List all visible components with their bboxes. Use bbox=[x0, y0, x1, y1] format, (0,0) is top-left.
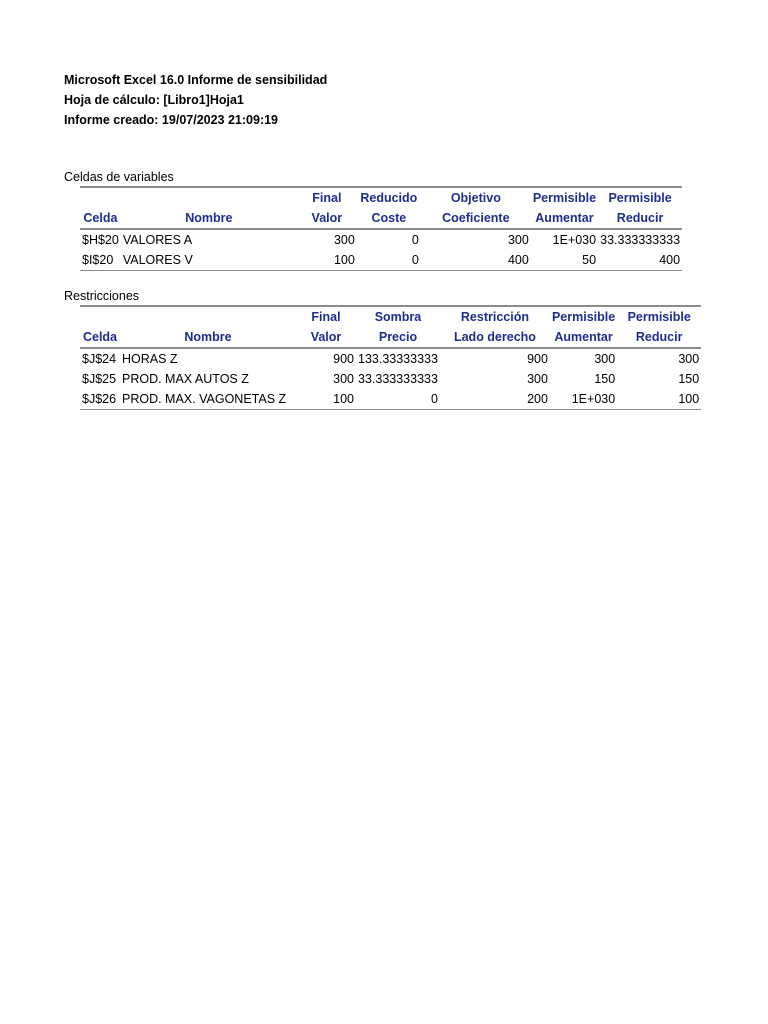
col-head-precio: Precio bbox=[356, 327, 440, 348]
col-head bbox=[80, 306, 120, 327]
col-head-permisible: Permisible bbox=[551, 310, 616, 324]
col-head-nombre: Nombre bbox=[121, 208, 297, 229]
col-head-nombre: Nombre bbox=[120, 327, 296, 348]
col-head-lado-derecho: Lado derecho bbox=[440, 327, 550, 348]
cell-value: 300 bbox=[507, 233, 529, 247]
cell-value: 0 bbox=[357, 250, 421, 271]
cell-name: VALORES A bbox=[122, 233, 193, 247]
col-head-reducido: Reducido bbox=[360, 191, 418, 205]
constraints-section-title: Restricciones bbox=[64, 289, 140, 303]
cell-value: 100 bbox=[297, 250, 357, 271]
col-head-celda: Celda bbox=[80, 208, 121, 229]
table-row bbox=[80, 389, 701, 410]
report-header bbox=[64, 70, 327, 130]
variables-section-title: Celdas de variables bbox=[64, 170, 174, 184]
col-head-final: Final bbox=[311, 310, 341, 324]
cell-value: 1E+030 bbox=[552, 233, 597, 247]
col-head-final: Final bbox=[312, 191, 342, 205]
cell-ref: $J$24 bbox=[82, 352, 117, 366]
cell-value: 300 bbox=[594, 352, 616, 366]
cell-name: PROD. MAX. VAGONETAS Z bbox=[120, 389, 296, 410]
cell-ref: $H$20 bbox=[82, 233, 119, 247]
col-head-valor: Valor bbox=[296, 327, 356, 348]
cell-ref: $J$25 bbox=[82, 372, 117, 386]
cell-value: 100 bbox=[617, 389, 701, 410]
col-head-valor: Valor bbox=[297, 208, 357, 229]
cell-value: 50 bbox=[531, 250, 598, 271]
cell-value: 400 bbox=[421, 250, 531, 271]
table-row bbox=[80, 229, 682, 250]
col-head-permisible: Permisible bbox=[608, 191, 672, 205]
cell-value: 0 bbox=[411, 233, 419, 247]
cell-value: 100 bbox=[296, 389, 356, 410]
cell-value: 300 bbox=[678, 352, 700, 366]
created-line: Informe creado: 19/07/2023 21:09:19 bbox=[64, 113, 279, 127]
cell-value: 200 bbox=[440, 389, 550, 410]
cell-value: 33.333333333 bbox=[358, 372, 438, 386]
table-header-row-bottom bbox=[80, 208, 682, 229]
col-head-permisible: Permisible bbox=[532, 191, 597, 205]
table-row bbox=[80, 348, 701, 369]
constraints-table bbox=[80, 305, 701, 410]
col-head-permisible: Permisible bbox=[627, 310, 691, 324]
col-head-objetivo: Objetivo bbox=[450, 191, 501, 205]
col-head-reducir: Reducir bbox=[598, 208, 682, 229]
cell-value: 133.33333333 bbox=[358, 352, 438, 366]
col-head-coeficiente: Coeficiente bbox=[421, 208, 531, 229]
cell-value: 300 bbox=[333, 372, 354, 386]
cell-value: 150 bbox=[594, 372, 616, 386]
col-head-sombra: Sombra bbox=[374, 310, 422, 324]
cell-value: 900 bbox=[527, 352, 548, 366]
cell-ref: $I$20 bbox=[80, 250, 121, 271]
col-head-aumentar: Aumentar bbox=[531, 208, 598, 229]
cell-value: 400 bbox=[598, 250, 682, 271]
cell-value: 0 bbox=[356, 389, 440, 410]
cell-value: 300 bbox=[333, 233, 355, 247]
report-title: Microsoft Excel 16.0 Informe de sensibilidad bbox=[64, 73, 328, 87]
cell-value: 900 bbox=[333, 352, 354, 366]
col-head bbox=[80, 187, 121, 208]
cell-name: VALORES V bbox=[121, 250, 297, 271]
table-header-row-top bbox=[80, 187, 682, 208]
worksheet-line: Hoja de cálculo: [Libro1]Hoja1 bbox=[64, 93, 244, 107]
col-head-reducir: Reducir bbox=[617, 327, 701, 348]
cell-ref: $J$26 bbox=[80, 389, 120, 410]
cell-value: 150 bbox=[678, 372, 700, 386]
variables-table bbox=[80, 186, 682, 271]
col-head-celda: Celda bbox=[80, 327, 120, 348]
table-row bbox=[80, 369, 701, 389]
col-head-coste: Coste bbox=[357, 208, 421, 229]
col-head bbox=[121, 187, 297, 208]
cell-value: 1E+030 bbox=[550, 389, 617, 410]
col-head bbox=[120, 306, 296, 327]
cell-value: 33.333333333 bbox=[600, 233, 681, 247]
cell-name: HORAS Z bbox=[122, 352, 178, 366]
table-row bbox=[80, 250, 682, 271]
col-head-aumentar: Aumentar bbox=[550, 327, 617, 348]
col-head-restriccion: Restricción bbox=[460, 310, 529, 324]
table-header-row-bottom bbox=[80, 327, 701, 348]
cell-name: PROD. MAX AUTOS Z bbox=[122, 372, 249, 386]
table-header-row-top bbox=[80, 306, 701, 327]
cell-value: 300 bbox=[527, 372, 548, 386]
